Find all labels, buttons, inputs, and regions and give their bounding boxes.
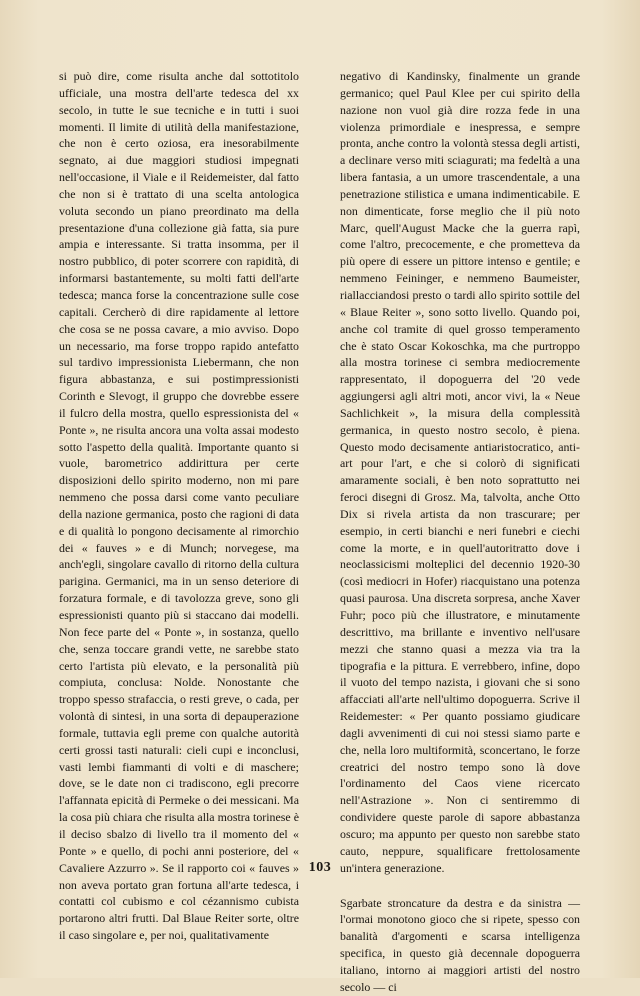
left-column-paragraph: si può dire, come risulta anche dal sottotitolo ufficiale, una mostra dell'arte tedesca del xx secolo, in tutte le sue tecniche e in tutti i suoi momenti. Il limite di utilità della manifestazione, che non è certo oziosa, era inesorabilmente segnato, ai due maggiori studiosi impegnati nell'occasione, il Viale e il Reidemeister, dal fatto che non si è trattato di una scelta antologica voluta secondo un piano preordinato ma della presentazione d'una collezione già fatta, sia pure ampia e interessante. Si tratta insomma, per il nostro pubblico, di poter scorrere con rapidità, di informarsi bastantemente, su molti fatti dell'arte tedesca; manca forse la concentrazione sulle cose capitali. Cercherò di dire rapidamente al lettore che cosa se ne possa cavare, a mio avviso. Dopo un necessario, ma forse troppo rapido antefatto sul tardivo impressionista Liebermann, che non figura abbastanza, e sui postimpressionisti Corinth e Slevogt, il gruppo che dovrebbe essere il fulcro della mostra, quello espressionista del « Ponte », ne risulta ancora una volta assai modesto sotto l'aspetto della qualità. Importante quanto si vuole, barometrico addirittura per certe disposizioni dello spirito moderno, non mi pare nemmeno che possa darsi come vanto peculiare della nazione germanica, posto che ragioni di data e di qualità lo pongono decisamente al rimorchio dei « fauves » e di Munch; norvegese, ma anch'egli, singolare cavallo di ritorno della cultura parigina. Germanici, ma in un senso deteriore di forzatura formale, e di tavolozza greve, sono gli espressionisti quanto più si staccano dai modelli. Non fece parte del « Ponte », in sostanza, quello che, senza toccare grandi vette, ne sarebbe stato certo l'artista più elevato, e la personalità più compiuta, conclusa: Nolde. Nonostante che troppo spesso strafaccia, o resti greve, o cada, per volontà di sintesi, in una sorta di depauperazione formale, tuttavia egli preme con qualche autorità certi grossi tasti naturali: cieli cupi e inconclusi, vasti lembi fiammanti di volti e di maschere; dove, se le date non ci tradiscono, egli precorre l'affannata epicità di Permeke o dei messicani. Ma la cosa più chiara che risulta alla mostra torinese è il deciso sbalzo di livello tra il momento del « Ponte » e quello, di pochi anni posteriore, del « Cavaliere Azzurro ». Se il rapporto coi « fauves » non aveva portato gran fortuna all'arte tedesca, i contatti col cubismo e col cézannismo cubista portarono altri frutti. Dal Blaue Reiter sorte, oltre il caso singolare e, per noi, qualitativamente (59, 69, 299, 943)
right-column-paragraph-2: Sgarbate stroncature da destra e da sinistra — l'ormai monotono gioco che si ripete, spesso con banalità d'argomenti e scarsa intelligenza specifica, in questo già decennale dopoguerra italiano, intorno ai maggiori artisti del nostro secolo — ci (340, 895, 580, 994)
page-number: 103 (308, 860, 332, 875)
right-column (340, 68, 580, 996)
left-column (59, 68, 299, 944)
right-column-paragraph-1: negativo di Kandinsky, finalmente un grande germanico; quel Paul Klee per cui spirito della nazione non vuol già dire rozza fede in una violenza primordiale e inespressa, e sempre pronta, anche contro la volontà stessa degli artisti, a declinare verso miti sciagurati; ma fedeltà a una libera fantasia, a un umore trascendentale, a una penetrazione stilistica e umana indimenticabile. E non dimenticate, forse meglio che il più noto Marc, quell'August Macke che la guerra rapì, come l'altro, precocemente, e che prometteva da più opere di essere un pittore intenso e gentile; e nemmeno Feininger, e nemmeno Baumeister, riallacciandosi presto o tardi allo spirito sottile del « Blaue Reiter », sono sotto livello. Quando poi, anche col tramite di quel grosso temperamento che è stato Oscar Kokoschka, ma che purtroppo alla mostra torinese ci sembra mediocremente rappresentato, il dopoguerra del '20 vede aggiungersi agli altri moti, ancor vivi, la « Neue Sachlichkeit », la misura della complessità germanica, in questo nostro secolo, è piena. Questo modo decisamente antiaristocratico, anti-art pour l'art, e che si colorò di significati amaramente sociali, è ben noto soprattutto nei feroci disegni di Grosz. Ma, talvolta, anche Otto Dix si rivela artista da non trascurare; per esempio, in certi bianchi e neri funebri e ciechi come la morte, e in quell'autoritratto dove i neoclassicismi molteplici del decennio 1920-30 (così mediocri in Hofer) riacquistano una potenza quasi paurosa. Una discreta sorpresa, anche Xaver Fuhr; poco più che illustratore, e minutamente descrittivo, ma brillante e inventivo nell'usare mezzi che stanno quasi a mezza via tra la tipografia e la pittura. E verrebbero, infine, dopo il vuoto del tempo nazista, i giovani che si sono affacciati all'arte nell'ultimo dopoguerra. Scrive il Reidemester: « Per quanto possiamo giudicare dagli avvenimenti di cui noi stessi siamo parte e che, nella loro multiformità, sconcertano, le forze creatrici del nostro tempo sono là dove l'ordinamento del Caos viene ricercato nell'Astrazione ». Non ci sentiremmo di condividere queste parole di sapore abbastanza oscuro; ma appunto per questo non sarebbe stato cauto, neppure, squalificare frettolosamente un'intera generazione. (340, 69, 580, 875)
